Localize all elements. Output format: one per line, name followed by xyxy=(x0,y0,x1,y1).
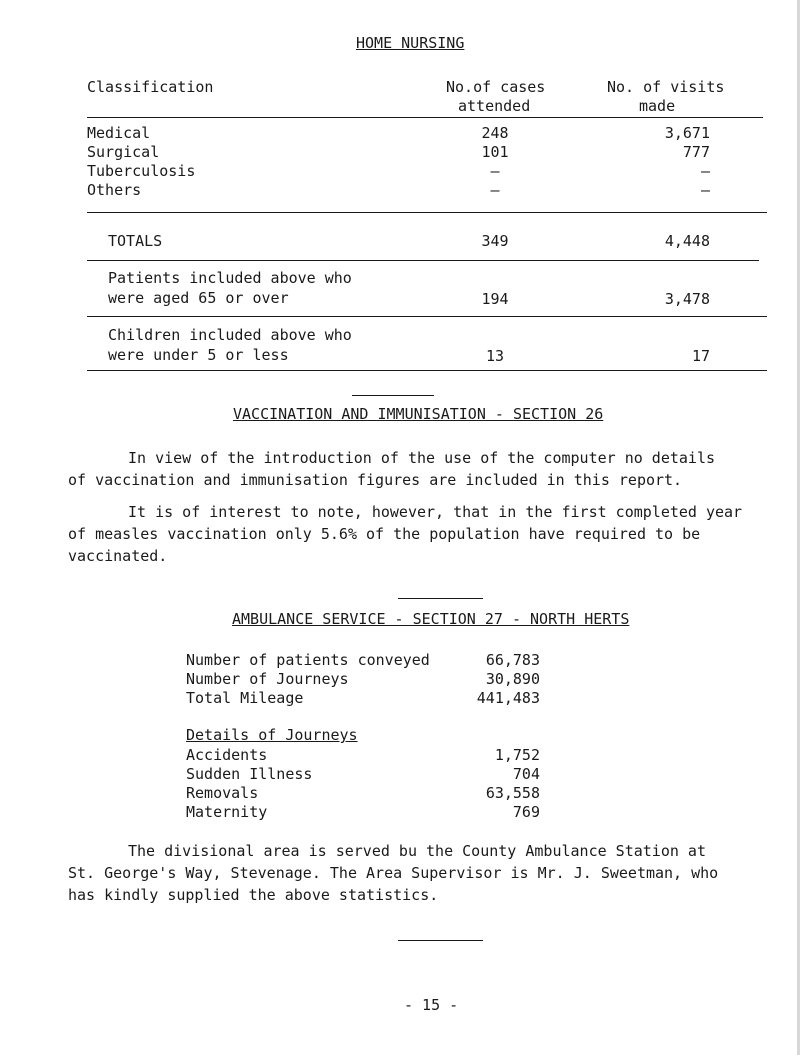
row-cases: 101 xyxy=(481,143,509,161)
detail-value: 704 xyxy=(512,765,540,783)
row-label: Surgical xyxy=(87,143,160,161)
aged-label-line1: Patients included above who xyxy=(108,269,352,287)
row-cases: 248 xyxy=(481,124,509,142)
row-label: Tuberculosis xyxy=(87,162,196,180)
row-cases: – xyxy=(490,162,500,180)
summary-label: Number of patients conveyed xyxy=(186,651,430,669)
table-rule-top xyxy=(87,117,763,118)
detail-label: Maternity xyxy=(186,803,268,821)
text-line: has kindly supplied the above statistics. xyxy=(68,886,439,904)
aged-visits: 3,478 xyxy=(664,290,710,308)
row-visits: 777 xyxy=(682,143,710,161)
children-label-line1: Children included above who xyxy=(108,326,352,344)
header-cases-line2: attended xyxy=(458,97,531,115)
vaccination-title: VACCINATION AND IMMUNISATION - SECTION 26 xyxy=(233,405,604,423)
aged-label-line2: were aged 65 or over xyxy=(108,289,289,307)
home-nursing-title: HOME NURSING xyxy=(356,34,465,52)
summary-value: 66,783 xyxy=(485,651,540,669)
children-visits: 17 xyxy=(691,347,710,365)
header-cases-line1: No.of cases xyxy=(446,78,546,96)
details-title: Details of Journeys xyxy=(186,726,358,744)
totals-label: TOTALS xyxy=(108,232,163,250)
summary-label: Number of Journeys xyxy=(186,670,349,688)
text-line: In view of the introduction of the use of the computer no details xyxy=(128,449,715,467)
row-visits: – xyxy=(700,181,710,199)
ambulance-title: AMBULANCE SERVICE - SECTION 27 - NORTH HERTS xyxy=(232,610,630,628)
text-line: of vaccination and immunisation figures are included in this report. xyxy=(68,471,683,489)
detail-label: Removals xyxy=(186,784,259,802)
detail-value: 769 xyxy=(512,803,540,821)
text-line: St. George's Way, Stevenage. The Area Supervisor is Mr. J. Sweetman, who xyxy=(68,864,719,882)
table-rule-4 xyxy=(87,316,767,317)
header-classification: Classification xyxy=(87,78,214,96)
section-divider xyxy=(352,395,434,396)
summary-label: Total Mileage xyxy=(186,689,304,707)
totals-visits: 4,448 xyxy=(664,232,710,250)
ambulance-paragraph xyxy=(68,840,788,906)
detail-value: 63,558 xyxy=(485,784,540,802)
children-label-line2: were under 5 or less xyxy=(108,346,289,364)
table-rule-bottom xyxy=(87,370,767,371)
table-rule-2 xyxy=(87,212,767,213)
row-cases: – xyxy=(490,181,500,199)
detail-label: Accidents xyxy=(186,746,268,764)
page-number: - 15 - xyxy=(404,996,459,1014)
text-line: The divisional area is served bu the County Ambulance Station at xyxy=(128,842,706,860)
table-rule-3 xyxy=(87,260,759,261)
row-label: Medical xyxy=(87,124,151,142)
header-visits-line2: made xyxy=(639,97,676,115)
text-line: It is of interest to note, however, that in the first completed year xyxy=(128,503,743,521)
row-visits: – xyxy=(700,162,710,180)
summary-value: 441,483 xyxy=(476,689,540,707)
section-divider xyxy=(398,598,483,599)
text-line: vaccinated. xyxy=(68,547,168,565)
text-line: of measles vaccination only 5.6% of the population have required to be xyxy=(68,525,701,543)
row-visits: 3,671 xyxy=(664,124,710,142)
detail-label: Sudden Illness xyxy=(186,765,313,783)
row-label: Others xyxy=(87,181,142,199)
summary-value: 30,890 xyxy=(485,670,540,688)
totals-cases: 349 xyxy=(481,232,509,250)
detail-value: 1,752 xyxy=(494,746,540,764)
vaccination-paragraph-2 xyxy=(68,501,788,567)
header-visits-line1: No. of visits xyxy=(607,78,725,96)
children-cases: 13 xyxy=(485,347,505,365)
aged-cases: 194 xyxy=(481,290,509,308)
section-divider xyxy=(398,940,483,941)
vaccination-paragraph-1 xyxy=(68,447,788,491)
